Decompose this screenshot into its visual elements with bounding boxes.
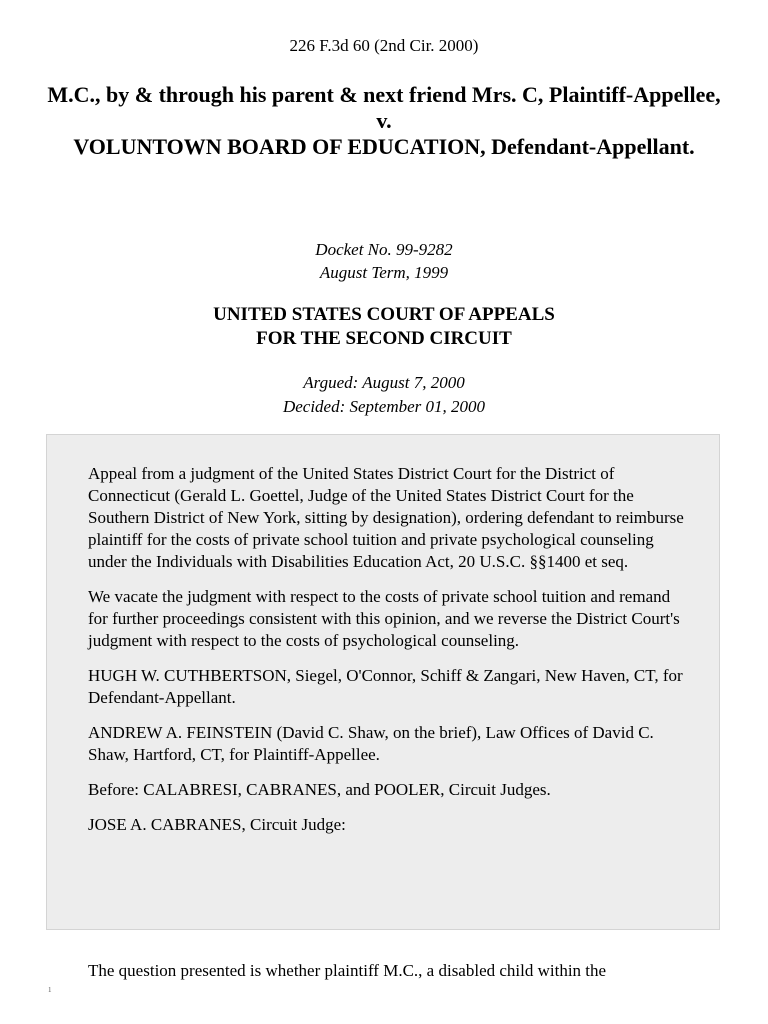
appeal-description: Appeal from a judgment of the United States District Court for the District of Connecticut (Gerald L. Goettel, Judge of the United States District Court for the Southern District of New York, sitting by designation), ordering defendant to reimburse plaintiff for the costs of private school tuition and private psychological counseling under the Individuals with Disabilities Education Act, 20 U.S.C. §§1400 et seq.: [88, 464, 684, 571]
court-name: [0, 303, 768, 351]
decided-date: Decided: September 01, 2000: [282, 397, 486, 416]
court-name-line-2: FOR THE SECOND CIRCUIT: [256, 328, 512, 349]
defendant-party: VOLUNTOWN BOARD OF EDUCATION, Defendant-Appellant.: [73, 134, 695, 159]
docket-number: Docket No. 99-9282: [315, 240, 453, 259]
court-name-line-1: UNITED STATES COURT OF APPEALS: [213, 304, 555, 325]
case-caption: [30, 82, 738, 160]
counsel-appellant: HUGH W. CUTHBERTSON, Siegel, O'Connor, Schiff & Zangari, New Haven, CT, for Defendant-Appellant.: [88, 666, 683, 707]
versus-label: v.: [376, 108, 392, 133]
docket-term: August Term, 1999: [319, 263, 449, 282]
paragraph-number: 1: [48, 986, 52, 994]
judges-panel: Before: CALABRESI, CABRANES, and POOLER, Circuit Judges.: [88, 780, 551, 799]
case-summary-content: [88, 463, 688, 849]
opinion-opening-line: The question presented is whether plaintiff M.C., a disabled child within the: [88, 961, 607, 980]
plaintiff-party: M.C., by & through his parent & next friend Mrs. C, Plaintiff-Appellee,: [47, 82, 721, 107]
case-citation: 226 F.3d 60 (2nd Cir. 2000): [289, 36, 479, 55]
docket-info: [0, 238, 768, 284]
case-summary-box: [46, 434, 720, 930]
opinion-author: JOSE A. CABRANES, Circuit Judge:: [88, 815, 346, 834]
holding-summary: We vacate the judgment with respect to the costs of private school tuition and remand for further proceedings consistent with this opinion, and we reverse the District Court's judgment with respect to the costs of psychological counseling.: [88, 587, 680, 650]
argued-date: Argued: August 7, 2000: [303, 373, 465, 392]
counsel-appellee: ANDREW A. FEINSTEIN (David C. Shaw, on the brief), Law Offices of David C. Shaw, Hartford, CT, for Plaintiff-Appellee.: [88, 723, 654, 764]
case-dates: [0, 371, 768, 419]
